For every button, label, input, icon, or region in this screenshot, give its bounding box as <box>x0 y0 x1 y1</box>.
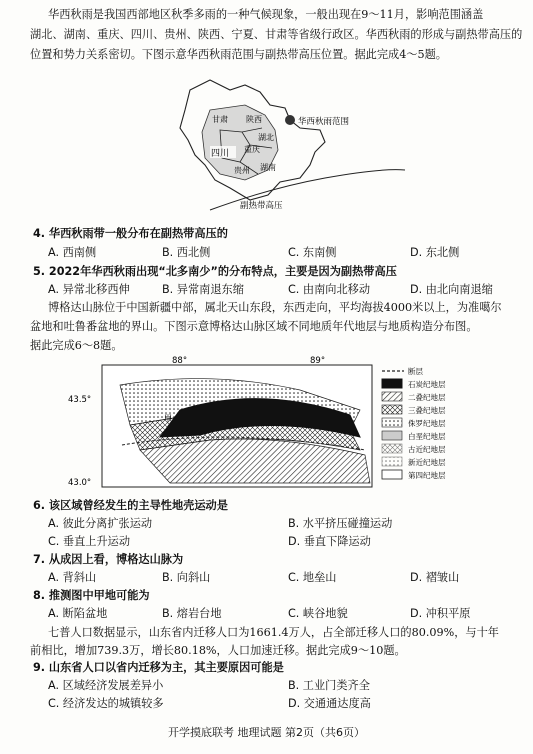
legend-carboniferous: 石炭纪地层 <box>408 380 446 389</box>
q4-option-c[interactable]: C. 东南侧 <box>288 246 337 259</box>
q6-option-d[interactable]: D. 垂直下降运动 <box>288 535 371 548</box>
q6-stem: 6. 该区域曾经发生的主导性地壳运动是 <box>33 499 228 512</box>
legend-fault: 断层 <box>408 367 423 376</box>
legend-triassic: 三叠纪地层 <box>408 406 446 415</box>
q4-option-d[interactable]: D. 东北侧 <box>410 246 460 259</box>
legend-jurassic: 侏罗纪地层 <box>408 419 446 428</box>
legend-cretaceous: 白垩纪地层 <box>408 432 446 441</box>
legend-neogene: 新近纪地层 <box>408 458 446 467</box>
label-guizhou: 贵州 <box>234 166 250 175</box>
lat-label-43-0: 43.0° <box>68 478 92 488</box>
q6-option-a[interactable]: A. 彼此分离扩张运动 <box>48 517 153 530</box>
q5-option-c[interactable]: C. 由南向北移动 <box>288 283 371 296</box>
intro1-line1: 华西秋雨是我国西部地区秋季多雨的一种气候现象，一般出现在9～11月，影响范围涵盖 <box>48 8 484 21</box>
intro3-line2: 前相比，增加739.3万，增长80.18%，人口加速迁移。据此完成9～10题。 <box>30 644 406 657</box>
q4-option-a[interactable]: A. 西南侧 <box>48 246 97 259</box>
intro2-line1: 博格达山脉位于中国新疆中部，属北天山东段，东西走向，平均海拔4000米以上，为准噶尔 <box>48 301 502 314</box>
q7-option-d[interactable]: D. 褶皱山 <box>410 571 460 584</box>
lon-label-89: 89° <box>310 356 326 366</box>
jia-label: 甲 <box>164 414 172 423</box>
intro1-line2: 湖北、湖南、重庆、四川、贵州、陕西、宁夏、甘肃等省级行政区。华西秋雨的形成与副热带高压的 <box>30 28 523 41</box>
q7-option-a[interactable]: A. 背斜山 <box>48 571 97 584</box>
label-hubei: 湖北 <box>258 133 274 142</box>
q4-stem: 4. 华西秋雨带一般分布在副热带高压的 <box>33 227 228 240</box>
legend-quaternary: 第四纪地层 <box>408 471 446 480</box>
lon-label-88: 88° <box>172 356 188 366</box>
q8-stem: 8. 推测图中甲地可能为 <box>33 589 150 602</box>
intro3-line1: 七普人口数据显示，山东省内迁移人口为1661.4万人，占全部迁移人口的80.09%，与十年 <box>48 626 499 639</box>
bogda-geology-map <box>60 355 480 493</box>
q9-option-d[interactable]: D. 交通通达度高 <box>288 697 371 710</box>
q7-stem: 7. 从成因上看，博格达山脉为 <box>33 553 184 566</box>
q8-option-c[interactable]: C. 峡谷地貌 <box>288 607 348 620</box>
q7-option-b[interactable]: B. 向斜山 <box>162 571 211 584</box>
label-hunan: 湖南 <box>260 163 276 172</box>
q5-option-a[interactable]: A. 异常北移西伸 <box>48 283 130 296</box>
legend-swatch <box>285 115 295 125</box>
lat-label-43-5: 43.5° <box>68 395 92 405</box>
q9-option-c[interactable]: C. 经济发达的城镇较多 <box>48 697 164 710</box>
legend-paleogene: 古近纪地层 <box>408 445 446 454</box>
label-sichuan: 四川 <box>211 149 230 159</box>
q9-option-a[interactable]: A. 区域经济发展差异小 <box>48 679 164 692</box>
q9-option-b[interactable]: B. 工业门类齐全 <box>288 679 370 692</box>
q6-option-c[interactable]: C. 垂直上升运动 <box>48 535 131 548</box>
q6-option-b[interactable]: B. 水平挤压碰撞运动 <box>288 517 393 530</box>
huaxi-map <box>150 70 410 220</box>
q4-option-b[interactable]: B. 西北侧 <box>162 246 211 259</box>
q5-option-b[interactable]: B. 异常南退东缩 <box>162 283 244 296</box>
intro2-line2: 盆地和吐鲁番盆地的界山。下图示意博格达山脉区域不同地质年代地层与地质构造分布图。 <box>30 320 478 333</box>
label-shaanxi: 陕西 <box>246 115 262 124</box>
q8-option-d[interactable]: D. 冲积平原 <box>410 607 471 620</box>
label-chongqing: 重庆 <box>244 145 260 154</box>
high-label: 副热带高压 <box>240 201 283 211</box>
q7-option-c[interactable]: C. 地垒山 <box>288 571 337 584</box>
intro2-line3: 据此完成6～8题。 <box>30 339 123 352</box>
map1-legend: 华西秋雨范围 <box>298 117 350 127</box>
q5-stem: 5. 2022年华西秋雨出现“北多南少”的分布特点，主要是因为副热带高压 <box>33 265 397 278</box>
page-footer: 开学摸底联考 地理试题 第2页（共6页） <box>168 726 365 739</box>
intro1-line3: 位置和势力关系密切。下图示意华西秋雨范围与副热带高压位置。据此完成4～5题。 <box>30 48 447 61</box>
q5-option-d[interactable]: D. 由北向南退缩 <box>410 283 493 296</box>
legend-permian: 二叠纪地层 <box>408 393 446 402</box>
q9-stem: 9. 山东省人口以省内迁移为主，其主要原因可能是 <box>33 661 284 674</box>
q8-option-a[interactable]: A. 断陷盆地 <box>48 607 108 620</box>
label-gansu: 甘肃 <box>212 115 228 124</box>
q8-option-b[interactable]: B. 熔岩台地 <box>162 607 222 620</box>
